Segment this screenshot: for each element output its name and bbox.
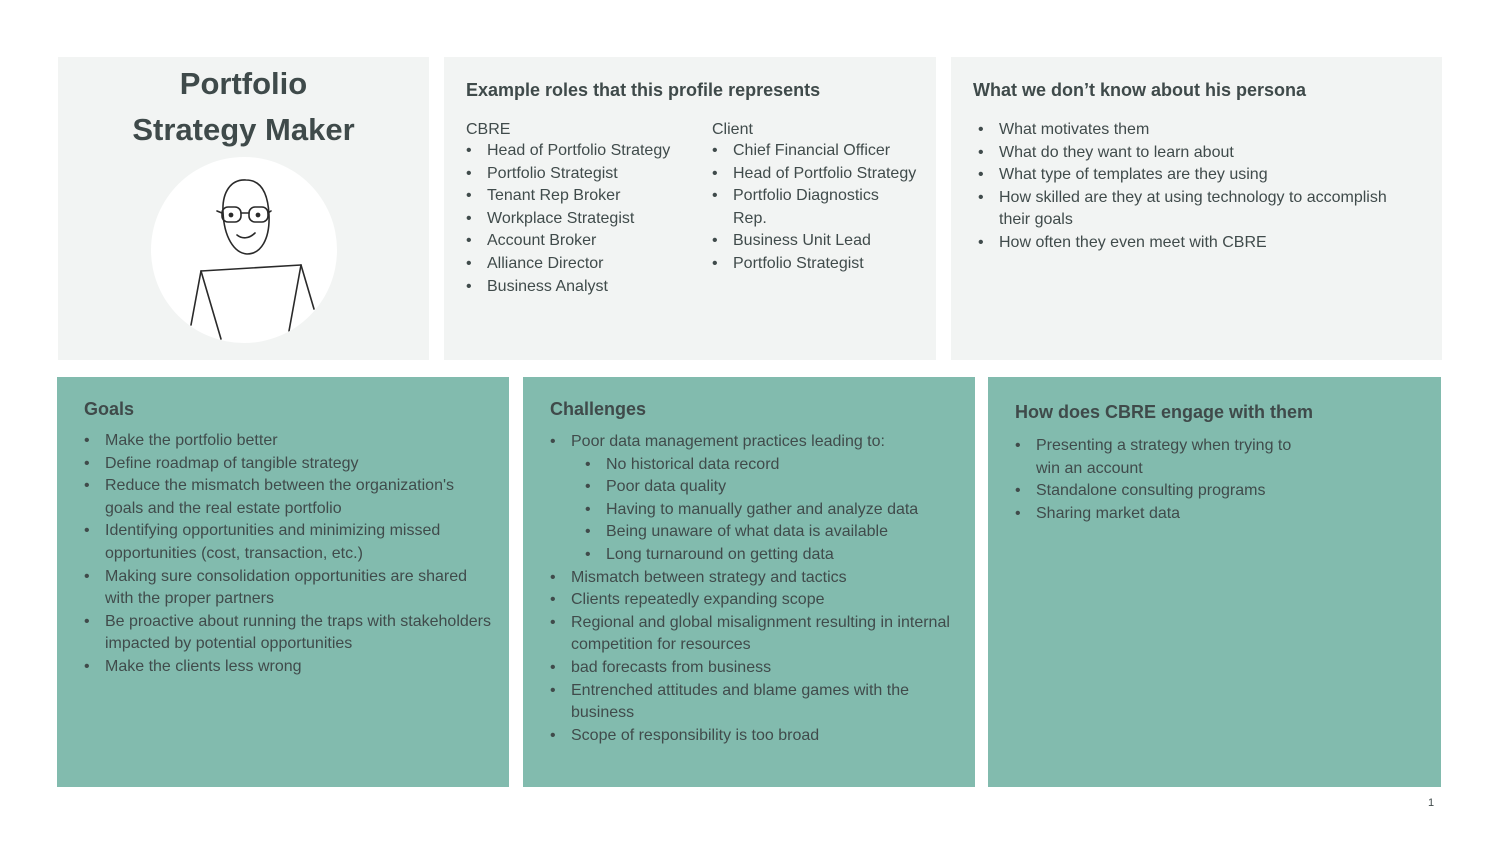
- list-item: [550, 431, 965, 454]
- list-item: • Standalone consulting programs: [1015, 480, 1315, 503]
- cbre-roles-list: [466, 140, 696, 298]
- persona-card: [58, 57, 429, 360]
- engage-card: [988, 377, 1441, 787]
- list-item: • Workplace Strategist: [466, 208, 696, 231]
- unknowns-card: [951, 57, 1442, 360]
- engage-list: [1015, 435, 1315, 525]
- goals-card: [57, 377, 509, 787]
- list-item: • What motivates them: [978, 119, 1418, 142]
- unknowns-heading: What we don’t know about his persona: [973, 80, 1307, 100]
- list-item: • Account Broker: [466, 230, 696, 253]
- challenges-heading: Challenges: [550, 399, 647, 419]
- list-item: • Head of Portfolio Strategy: [466, 140, 696, 163]
- sub-list-item: • Being unaware of what data is available: [585, 521, 965, 544]
- sub-list-item: • No historical data record: [585, 454, 965, 477]
- list-item: • bad forecasts from business: [550, 657, 965, 680]
- list-item: • Identifying opportunities and minimizing missed opportunities (cost, transaction, etc.): [84, 520, 494, 565]
- roles-heading: Example roles that this profile represents: [466, 80, 821, 100]
- cbre-column-label: CBRE: [466, 121, 511, 138]
- client-roles-list: [712, 140, 917, 276]
- list-item: • Clients repeatedly expanding scope: [550, 589, 965, 612]
- challenges-list: [550, 431, 965, 747]
- list-item: • Sharing market data: [1015, 503, 1315, 526]
- list-item: • Chief Financial Officer: [712, 140, 917, 163]
- list-item: • Tenant Rep Broker: [466, 185, 696, 208]
- persona-title-line2: Strategy Maker: [132, 112, 355, 147]
- list-item: • Scope of responsibility is too broad: [550, 725, 965, 748]
- list-item: • Making sure consolidation opportunities are shared with the proper partners: [84, 566, 494, 611]
- list-item: • Regional and global misalignment resulting in internal competition for resources: [550, 612, 965, 657]
- client-column-label: Client: [712, 121, 753, 138]
- goals-heading: Goals: [84, 399, 135, 419]
- list-item: • Be proactive about running the traps with stakeholders impacted by potential opportunities: [84, 611, 494, 656]
- list-item: • Mismatch between strategy and tactics: [550, 567, 965, 590]
- list-item: • Reduce the mismatch between the organization's goals and the real estate portfolio: [84, 475, 494, 520]
- list-item: • How often they even meet with CBRE: [978, 232, 1418, 255]
- persona-title-line1: Portfolio: [179, 66, 308, 101]
- list-item: • What do they want to learn about: [978, 142, 1418, 165]
- list-item: • Make the clients less wrong: [84, 656, 494, 679]
- list-item: • Head of Portfolio Strategy: [712, 163, 917, 186]
- sub-list-container: [550, 454, 965, 567]
- unknowns-list: [978, 119, 1418, 255]
- engage-heading: How does CBRE engage with them: [1015, 402, 1314, 422]
- roles-card: [444, 57, 936, 360]
- challenges-lead: Poor data management practices leading to:: [571, 433, 885, 450]
- list-item: • Portfolio Strategist: [466, 163, 696, 186]
- challenges-card: [523, 377, 975, 787]
- page-number: 1: [1428, 797, 1435, 809]
- list-item: • Business Unit Lead: [712, 230, 917, 253]
- list-item: • Portfolio Diagnostics Rep.: [712, 185, 917, 230]
- list-item: • What type of templates are they using: [978, 164, 1418, 187]
- sub-list-item: • Having to manually gather and analyze data: [585, 499, 965, 522]
- list-item: • Business Analyst: [466, 276, 696, 299]
- goals-list: [84, 430, 494, 679]
- list-item: • Define roadmap of tangible strategy: [84, 453, 494, 476]
- list-item: • Make the portfolio better: [84, 430, 494, 453]
- list-item: • Portfolio Strategist: [712, 253, 917, 276]
- avatar: [151, 157, 337, 343]
- persona-title: [58, 61, 429, 153]
- challenges-sub-list: [550, 454, 965, 567]
- persona-sketch-icon: [151, 157, 337, 343]
- sub-list-item: • Poor data quality: [585, 476, 965, 499]
- list-item: • Presenting a strategy when trying to win an account: [1015, 435, 1315, 480]
- sub-list-item: • Long turnaround on getting data: [585, 544, 965, 567]
- list-item: • Entrenched attitudes and blame games with the business: [550, 680, 965, 725]
- list-item: • How skilled are they at using technology to accomplish their goals: [978, 187, 1418, 232]
- list-item: • Alliance Director: [466, 253, 696, 276]
